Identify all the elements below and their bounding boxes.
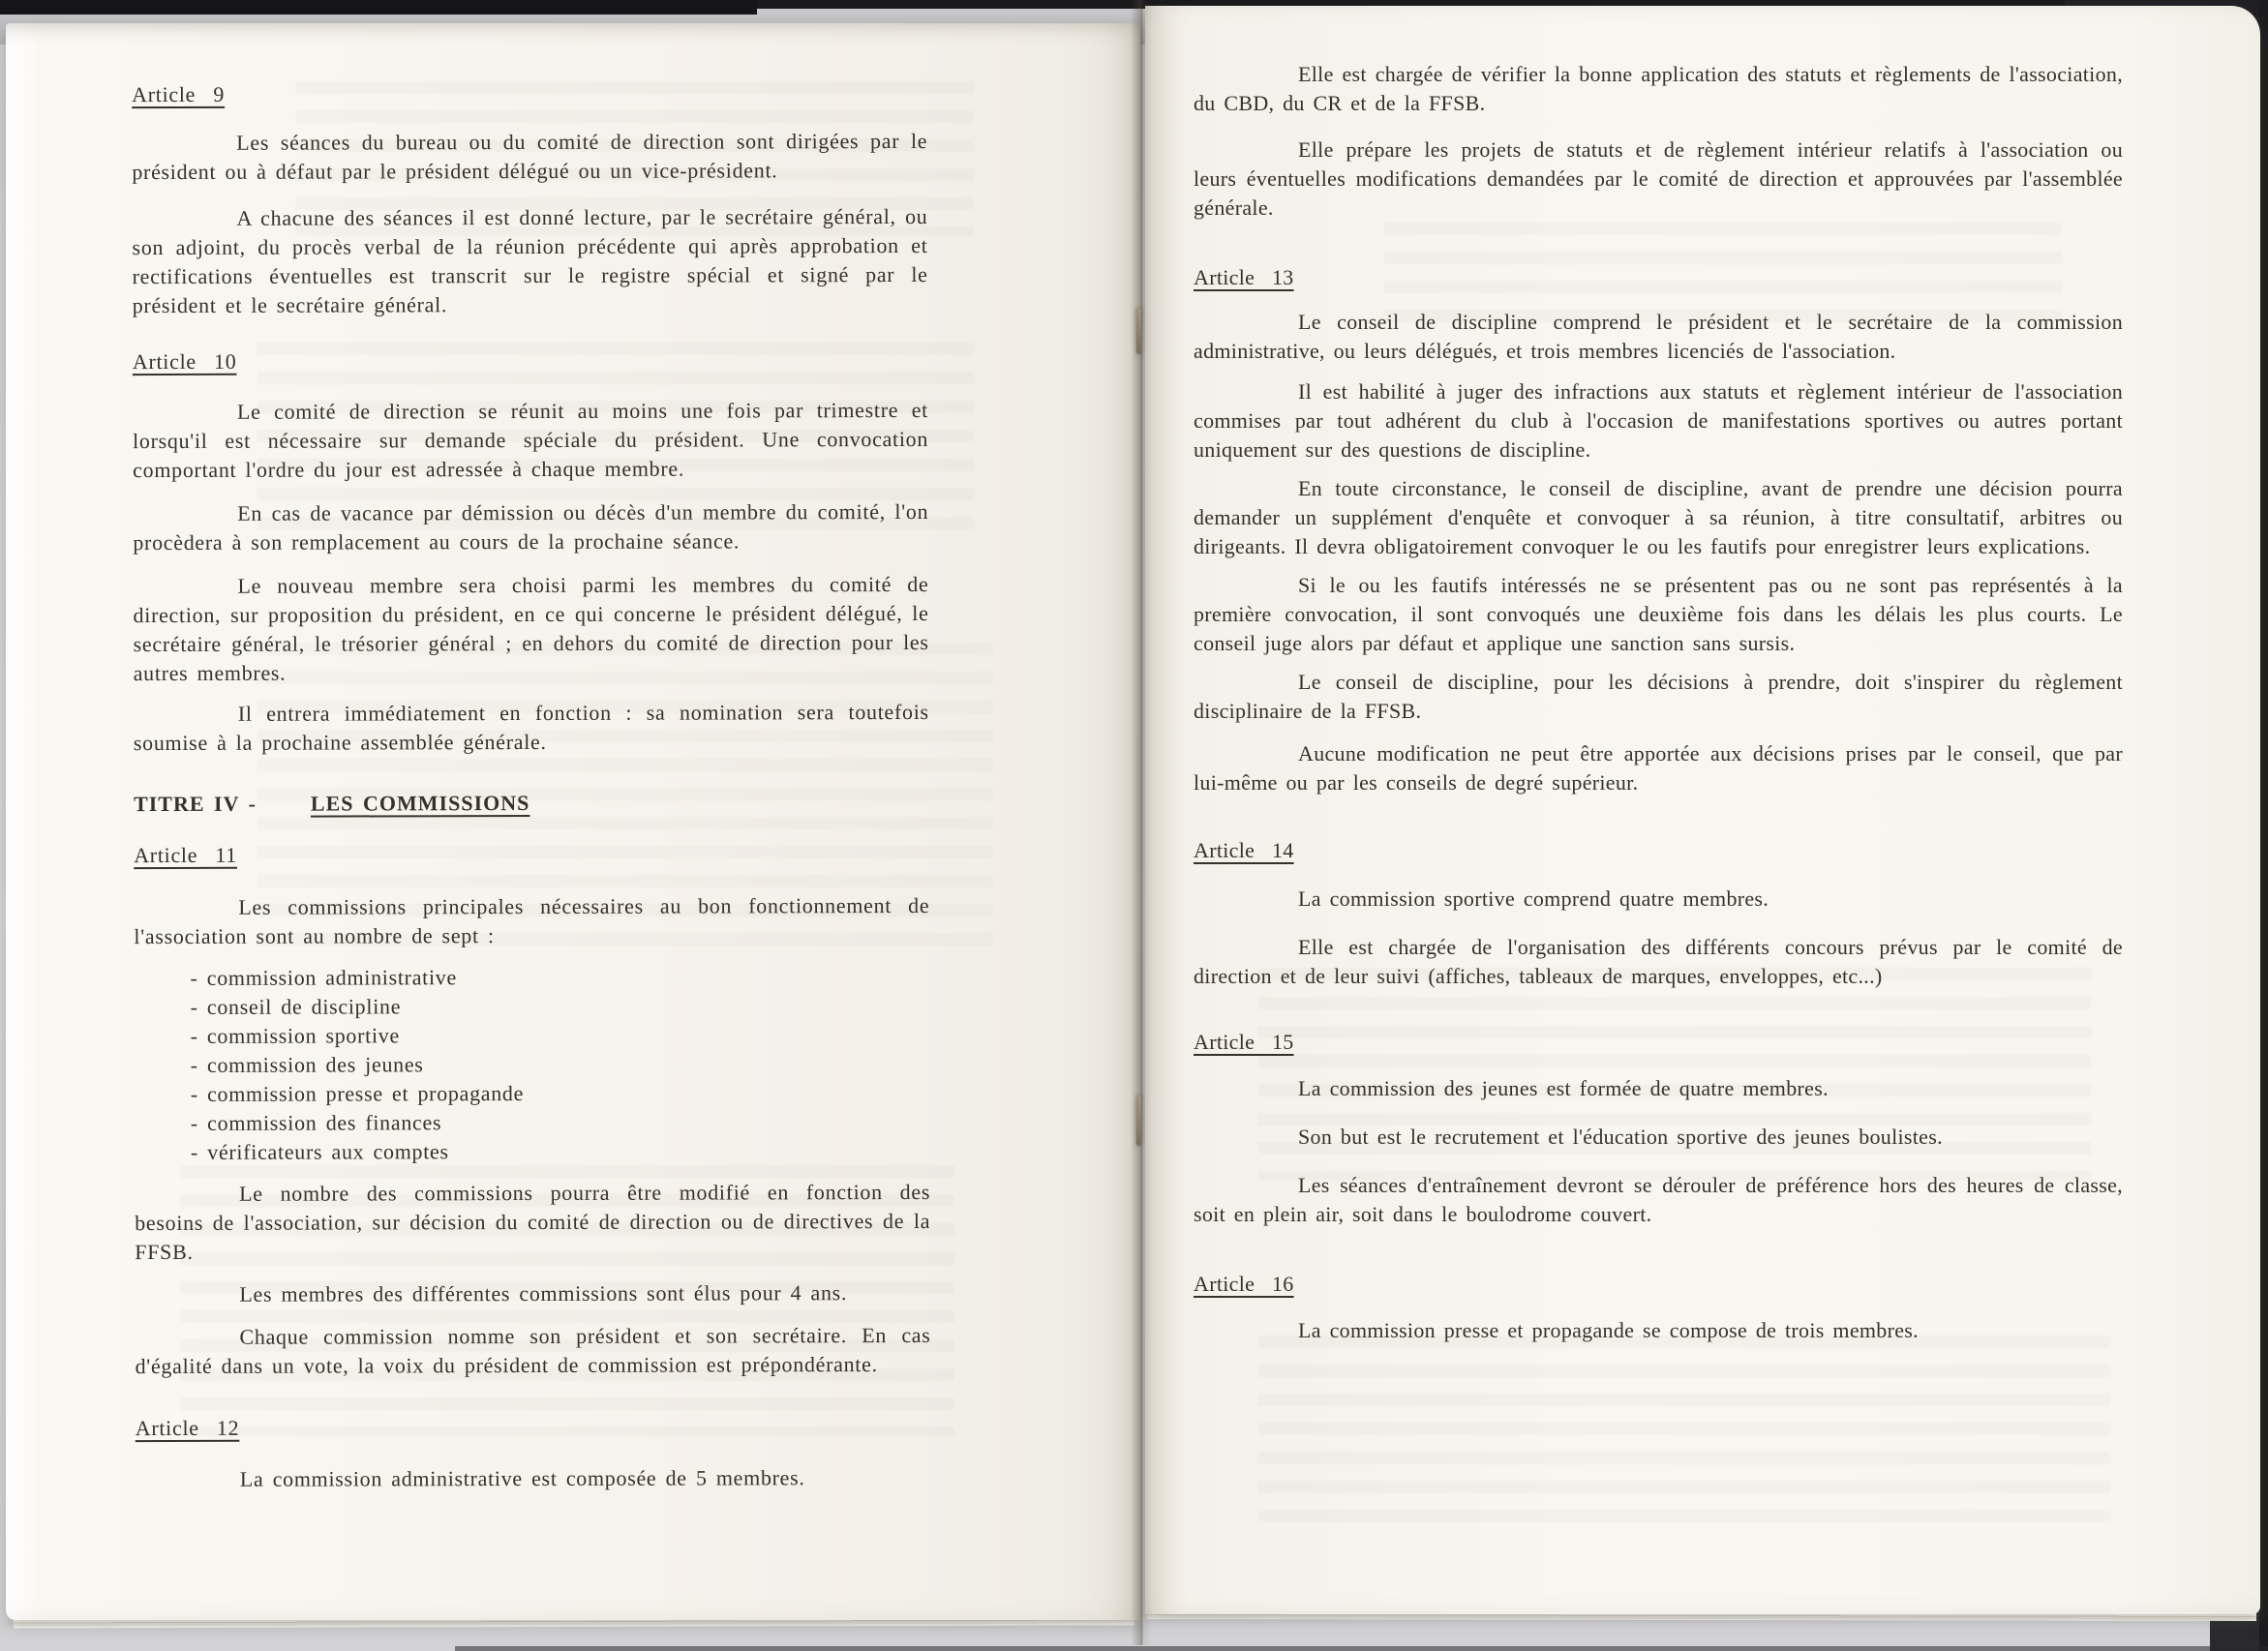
paragraph: Le comité de direction se réunit au moins une fois par trimestre et lorsqu'il est nécessaire sur demande spéciale du président. Une convocation comportant l'ordre du jour est adressée à chaque membre. bbox=[133, 397, 929, 483]
paragraph: La commission presse et propagande se compose de trois membres. bbox=[1298, 1318, 1919, 1342]
article-10-heading: Article 10 bbox=[132, 348, 237, 375]
paragraph: Le nombre des commissions pourra être modifié en fonction des besoins de l'association, sur décision du comité de direction ou de directives de la FFSB. bbox=[135, 1179, 931, 1265]
ink-bleedthrough bbox=[1258, 1336, 2110, 1529]
article-11-heading: Article 11 bbox=[134, 842, 237, 868]
list-item: - conseil de discipline bbox=[191, 991, 930, 1022]
paragraph: Les séances du bureau ou du comité de direction sont dirigées par le président ou à défaut par le président délégué ou un vice-président. bbox=[132, 128, 928, 185]
article-12-heading: Article 12 bbox=[135, 1415, 240, 1441]
paragraph: La commission des jeunes est formée de quatre membres. bbox=[1298, 1076, 1829, 1100]
paragraph: La commission administrative est composée de 5 membres. bbox=[239, 1465, 805, 1491]
scan-top-edge-left bbox=[0, 0, 757, 15]
paragraph: Elle est chargée de vérifier la bonne application des statuts et règlements de l'association, du CBD, du CR et de la FFSB. bbox=[1194, 62, 2123, 115]
scan-bottom-edge bbox=[455, 1646, 2268, 1651]
paragraph: En toute circonstance, le conseil de discipline, avant de prendre une décision pourra demander un supplément d'enquête et convoquer à sa réunion, à titre consultatif, arbitres ou dirigeants. Il devra obligatoirement convoquer le ou les fautifs pour enregistrer leurs explications. bbox=[1194, 476, 2123, 558]
article-14-heading: Article 14 bbox=[1194, 838, 1294, 862]
paragraph: Le conseil de discipline comprend le président et le secrétaire de la commission administrative, ou leurs délégués, et trois membres licenciés de l'association. bbox=[1194, 310, 2123, 363]
list-item: - commission des finances bbox=[191, 1107, 930, 1138]
titre-label: TITRE IV - bbox=[134, 791, 257, 817]
paragraph: Si le ou les fautifs intéressés ne se présentent pas ou ne sont pas représentés à la première convocation, il sont convoqués une deuxième fois dans les délais les plus courts. Le conseil juge alors par défaut et applique une sanction sans sursis. bbox=[1194, 573, 2123, 655]
left-page-text bbox=[132, 78, 931, 1494]
paragraph: A chacune des séances il est donné lecture, par le secrétaire général, ou son adjoint, du procès verbal de la réunion précédente qui après approbation et rectifications éventuelles est transcrit sur le registre spécial et signé par le président et le secrétaire général. bbox=[132, 203, 928, 318]
list-item: - commission presse et propagande bbox=[191, 1078, 930, 1109]
right-page-text bbox=[1194, 60, 2123, 1345]
article-9-heading: Article 9 bbox=[132, 81, 226, 107]
paragraph: Le conseil de discipline, pour les décisions à prendre, doit s'inspirer du règlement disciplinaire de la FFSB. bbox=[1194, 670, 2123, 723]
titre-iv-heading bbox=[134, 788, 929, 819]
book-gutter-fold bbox=[1131, 0, 1152, 1645]
list-item: - commission administrative bbox=[190, 962, 929, 993]
paragraph: Aucune modification ne peut être apportée aux décisions prises par le conseil, que par lui-même ou par les conseils de degré supérieur. bbox=[1194, 741, 2123, 795]
staple-icon bbox=[1136, 1096, 1141, 1146]
paragraph: Les commissions principales nécessaires au bon fonctionnement de l'association sont au nombre de sept : bbox=[134, 892, 930, 949]
list-item: - vérificateurs aux comptes bbox=[191, 1136, 930, 1167]
paragraph: Les séances d'entraînement devront se dérouler de préférence hors des heures de classe, soit en plein air, soit dans le boulodrome couvert. bbox=[1194, 1173, 2123, 1226]
staple-icon bbox=[1136, 308, 1141, 354]
left-page bbox=[6, 23, 1140, 1620]
article-13-heading: Article 13 bbox=[1194, 265, 1294, 289]
commissions-list bbox=[134, 962, 930, 1167]
paragraph: Elle est chargée de l'organisation des différents concours prévus par le comité de direction et de leur suivi (affiches, tableaux de marques, enveloppes, etc...) bbox=[1194, 935, 2123, 988]
paragraph: Chaque commission nomme son président et son secrétaire. En cas d'égalité dans un vote, la voix du président de commission est prépondérante. bbox=[135, 1322, 931, 1379]
paragraph: Elle prépare les projets de statuts et de règlement intérieur relatifs à l'association ou leurs éventuelles modifications demandées par le comité de direction et approuvées par l'assemblée générale. bbox=[1194, 137, 2123, 220]
titre-value: LES COMMISSIONS bbox=[310, 791, 530, 816]
right-page bbox=[1145, 6, 2260, 1614]
list-item: - commission sportive bbox=[191, 1020, 930, 1051]
paragraph: La commission sportive comprend quatre membres. bbox=[1298, 886, 1769, 911]
article-15-heading: Article 15 bbox=[1194, 1030, 1294, 1054]
paragraph: Il est habilité à juger des infractions aux statuts et règlement intérieur de l'association commises par tout adhérent du club à l'occasion de manifestations sportives ou autres portant uniquement sur des questions de discipline. bbox=[1194, 379, 2123, 462]
paragraph: Il entrera immédiatement en fonction : sa nomination sera toutefois soumise à la prochaine assemblée générale. bbox=[133, 699, 929, 756]
paragraph: Les membres des différentes commissions sont élus pour 4 ans. bbox=[239, 1280, 848, 1306]
list-item: - commission des jeunes bbox=[191, 1049, 930, 1080]
article-16-heading: Article 16 bbox=[1194, 1272, 1294, 1296]
scan-right-edge bbox=[2259, 0, 2268, 1651]
paragraph: Le nouveau membre sera choisi parmi les membres du comité de direction, sur proposition du président, en ce qui concerne le président délégué, le secrétaire général, le trésorier général ; en dehors du comité de direction pour les autres membres. bbox=[133, 571, 929, 686]
paragraph: Son but est le recrutement et l'éducation sportive des jeunes boulistes. bbox=[1298, 1125, 1943, 1149]
paragraph: En cas de vacance par démission ou décès d'un membre du comité, l'on procèdera à son remplacement au cours de la prochaine séance. bbox=[133, 498, 929, 555]
